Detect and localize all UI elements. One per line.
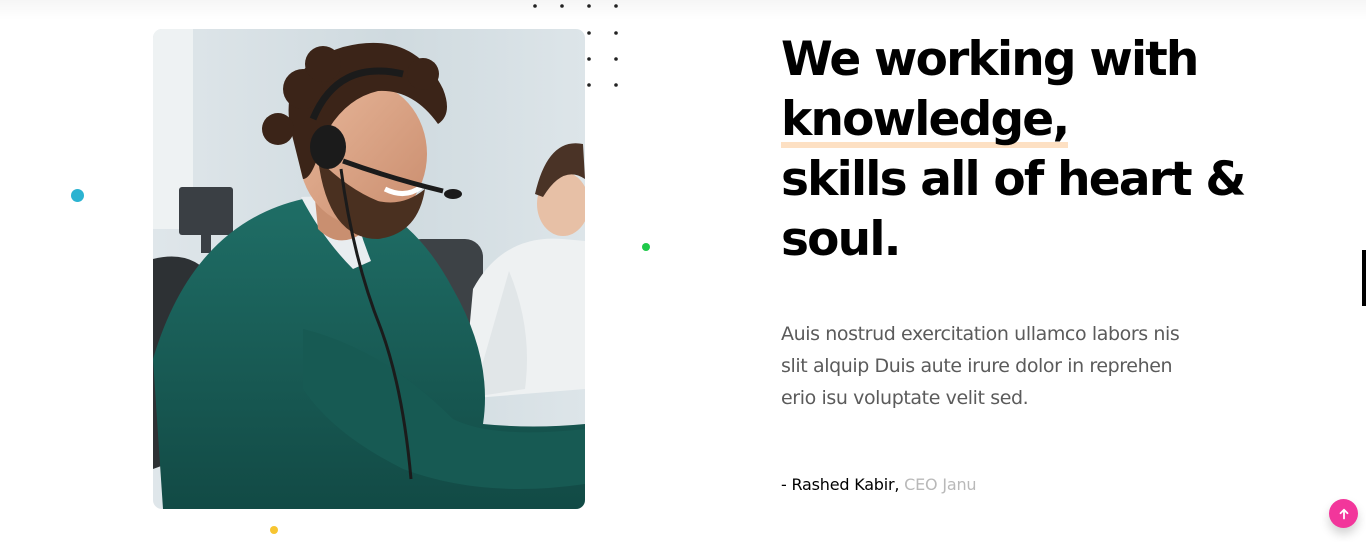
headline-highlight: knowledge, [781, 90, 1068, 150]
headline-line-3: skills all of heart & [781, 152, 1245, 207]
support-agent-photo [153, 29, 585, 509]
right-edge-indicator [1362, 250, 1366, 306]
decorative-dot-yellow [270, 526, 278, 534]
author-role: CEO Janu [904, 475, 977, 494]
decorative-dot-blue [71, 189, 84, 202]
author-name: - Rashed Kabir, [781, 475, 900, 494]
headline-line-1: We working with [781, 32, 1198, 87]
decorative-dot-green [642, 243, 650, 251]
scroll-to-top-button[interactable] [1329, 499, 1358, 528]
arrow-up-icon [1338, 508, 1350, 520]
quote-attribution [781, 473, 976, 497]
section-headline [781, 30, 1251, 270]
body-paragraph [781, 318, 1211, 414]
body-line-3: erio isu voluptate velit sed. [781, 387, 1029, 409]
header-shadow [0, 0, 1366, 20]
headline-line-4: soul. [781, 212, 900, 267]
body-line-1: Auis nostrud exercitation ullamco labors nis [781, 323, 1180, 345]
body-line-2: slit alquip Duis aute irure dolor in reprehen [781, 355, 1173, 377]
